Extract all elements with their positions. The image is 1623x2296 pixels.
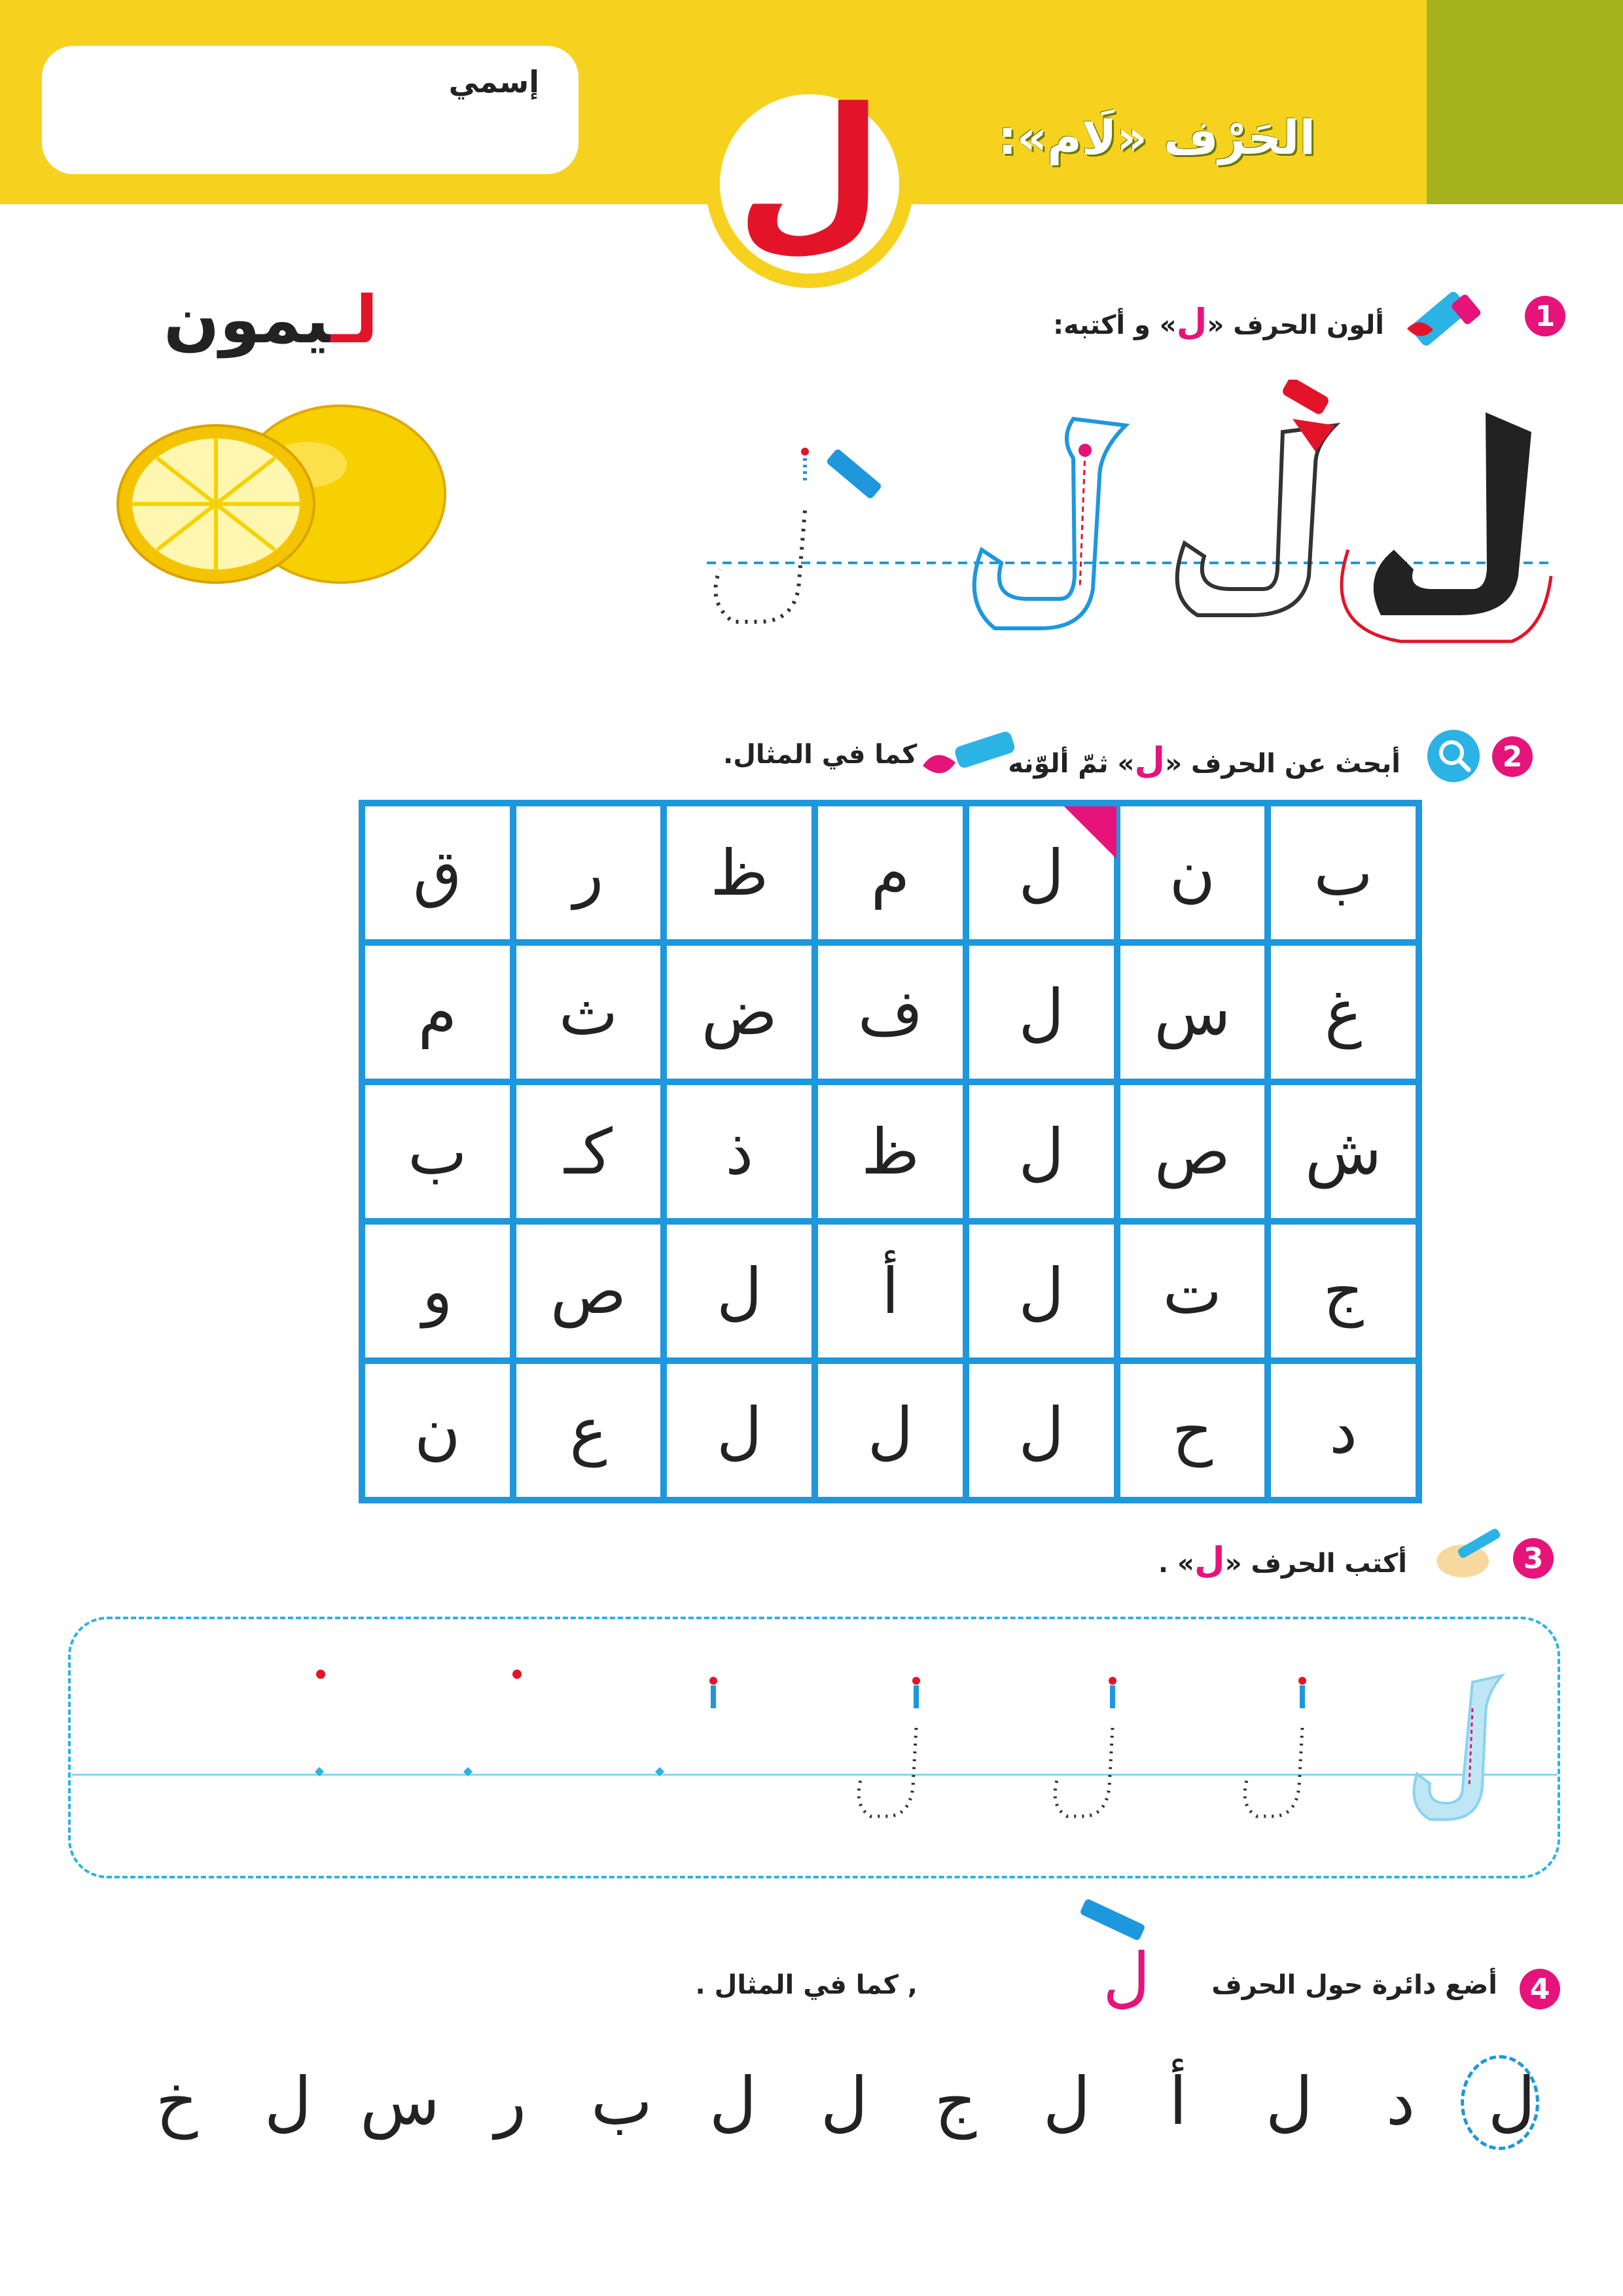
circle-candidate-letter[interactable]: أ [1169,2062,1187,2140]
name-field[interactable] [42,46,579,174]
grid-cell[interactable]: كـ [516,1085,661,1218]
grid-cell[interactable]: د [1271,1364,1416,1497]
circle-candidate-letter[interactable]: د [1385,2062,1416,2140]
section-3-text-b: » . [1158,1549,1194,1579]
circle-letters-row [137,2049,1551,2153]
circle-candidate-letter[interactable]: ل [1043,2062,1091,2140]
circle-candidate-letter[interactable]: ل [1488,2062,1536,2140]
section-4-text-b: , كما في المثال . [695,1970,918,2000]
section-2-text-c: كما في المثال. [723,740,918,770]
section-4-text-a: أضع دائرة حول الحرف [1211,1970,1497,2000]
section-1-instruction [1053,301,1384,342]
letter-dotted [715,511,805,622]
section-4-letter: ل [1103,1939,1150,2015]
pink-highlight-example [1058,800,1116,859]
grid-cell[interactable]: ن [365,1364,510,1497]
grid-cell[interactable]: ل [667,1364,812,1497]
grid-cell[interactable]: ص [516,1225,661,1357]
grid-cell[interactable]: أ [818,1225,963,1357]
section-3-number: 3 [1513,1538,1554,1579]
section-1-letter: ل [1176,301,1207,342]
letter-example-solid [1374,412,1531,615]
section-1-text-b: » و أكتبه: [1053,310,1177,340]
pencil-icon [1073,1898,1152,1970]
section-3-letter: ل [1194,1539,1225,1581]
grid-cell[interactable]: ذ [667,1085,812,1218]
grid-cell[interactable]: غ [1271,946,1416,1079]
lemon-illustration [111,399,452,589]
grid-cell[interactable]: ن [1120,806,1265,939]
grid-cell[interactable]: ح [1120,1364,1265,1497]
grid-cell[interactable]: ل [969,1364,1114,1497]
section-2-text-b: » ثمّ ألوّنه [1008,749,1135,779]
grid-cell[interactable]: ع [516,1364,661,1497]
grid-cell[interactable]: م [818,806,963,939]
grid-cell[interactable]: ب [365,1085,510,1218]
search-icon [1425,728,1482,784]
grid-cell[interactable]: ض [667,946,812,1079]
lemon-word-red-letter: لـ [330,281,378,358]
circle-candidate-letter[interactable]: ج [934,2062,977,2140]
circle-candidate-letter[interactable]: س [360,2062,440,2140]
grid-cell[interactable]: و [365,1225,510,1357]
letter-traced-blue [974,419,1126,628]
grid-cell[interactable]: س [1120,946,1265,1079]
section-2-text-a: أبحث عن الحرف « [1165,749,1400,779]
section-4-number: 4 [1520,1969,1560,2009]
grid-cell[interactable]: ل [969,1225,1114,1357]
dotted-practice-letters [859,1728,1302,1816]
name-label: إسمي [448,64,539,99]
grid-cell[interactable]: ل [969,946,1114,1079]
grid-cell[interactable]: ل [969,1085,1114,1218]
grid-cell[interactable]: ج [1271,1225,1416,1357]
grid-cell[interactable]: ر [516,806,661,939]
traced-example-letter [1414,1676,1503,1820]
lemon-word-rest: يمون [164,281,331,358]
circle-candidate-letter[interactable]: ل [820,2062,868,2140]
grid-cell[interactable]: ل [667,1225,812,1357]
section-1-text-a: ألون الحرف « [1207,310,1384,340]
circle-candidate-letter[interactable]: ر [494,2062,527,2140]
page-title: الحَرْف «لَام»: [997,110,1315,165]
grid-cell[interactable]: ت [1120,1225,1265,1357]
letter-outline [1177,425,1335,615]
grid-cell[interactable]: م [365,946,510,1079]
letter-search-grid [359,800,1422,1503]
header-accent-bar [1427,0,1623,204]
section-2-number: 2 [1492,736,1533,777]
pencil-icon [826,448,883,499]
section-1-number: 1 [1525,296,1565,336]
circle-candidate-letter[interactable]: ل [709,2062,757,2140]
crayon-icon [1281,380,1330,416]
grid-cell[interactable]: ل [818,1364,963,1497]
hand-writing-icon [1430,1525,1502,1584]
grid-cell[interactable]: ظ [667,806,812,939]
circle-candidate-letter[interactable]: ل [264,2062,312,2140]
writing-practice-guides [72,1656,1551,1852]
grid-cell[interactable]: ظ [818,1085,963,1218]
featured-letter-circle [705,72,914,288]
letter-tracing-row [707,380,1610,668]
grid-cell[interactable]: ق [365,806,510,939]
featured-letter: ل [736,72,883,270]
section-3-instruction [1158,1539,1407,1581]
grid-cell[interactable]: ف [818,946,963,1079]
marker-icon [1400,283,1505,348]
section-2-instruction [1008,740,1400,781]
grid-cell[interactable]: ل [969,806,1114,939]
circle-candidate-letter[interactable]: خ [155,2062,198,2140]
section-3-text-a: أكتب الحرف « [1224,1549,1407,1579]
section-2-letter: ل [1134,740,1166,781]
circle-candidate-letter[interactable]: ل [1265,2062,1313,2140]
grid-cell[interactable]: ب [1271,806,1416,939]
circle-candidate-letter[interactable]: ب [590,2062,653,2140]
grid-cell[interactable]: ث [516,946,661,1079]
lemon-word [164,281,378,358]
marker-icon [916,726,1027,785]
grid-cell[interactable]: ص [1120,1085,1265,1218]
grid-cell[interactable]: ش [1271,1085,1416,1218]
